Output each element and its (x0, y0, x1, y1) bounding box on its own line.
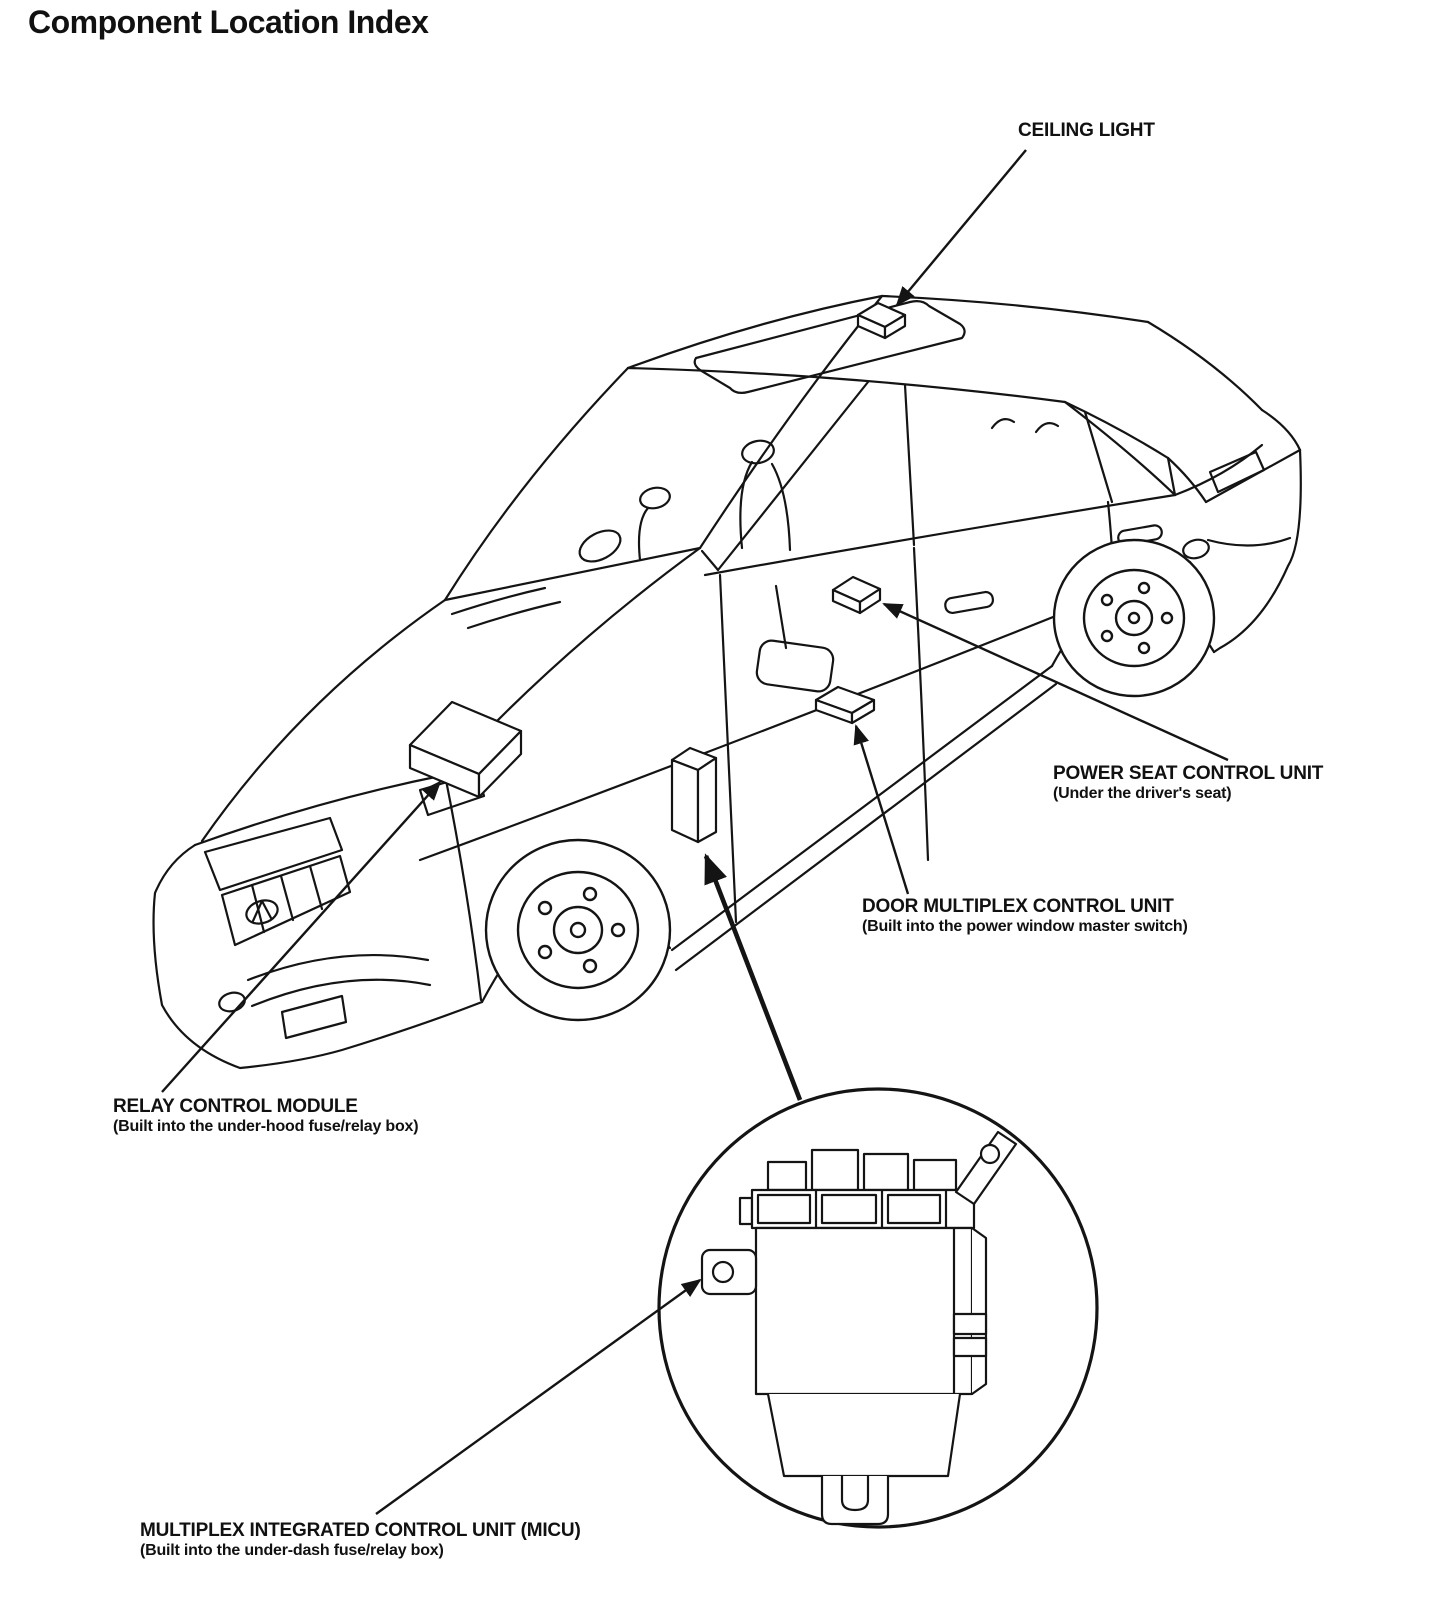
label-power-seat-control-unit (1053, 763, 1323, 803)
leader-micu-label (376, 1280, 700, 1514)
rear-glass-far-edge (1148, 322, 1262, 410)
label-power-seat-subtitle: (Under the driver's seat) (1053, 784, 1232, 802)
page-title: Component Location Index (28, 4, 429, 40)
rear-wheel (1054, 540, 1214, 696)
component-markers (410, 303, 905, 842)
headlight-near (205, 818, 342, 890)
rear-glass-near-edge (1065, 402, 1168, 458)
b-pillar (905, 385, 914, 545)
belt-to-trunk (1175, 445, 1262, 495)
inset-detail (659, 1089, 1097, 1527)
leader-inset-to-car (706, 856, 800, 1100)
label-ceiling-light-title: CEILING LIGHT (1018, 120, 1155, 141)
label-micu-subtitle: (Built into the under-dash fuse/relay box) (140, 1541, 444, 1559)
roof-rail-far (882, 296, 1148, 322)
grille-slat (281, 876, 293, 920)
label-power-seat-title: POWER SEAT CONTROL UNIT (1053, 763, 1324, 784)
quarter-window-divider (1085, 412, 1112, 502)
mirror-strut (776, 586, 786, 648)
label-door-multiplex-control-unit (862, 896, 1188, 936)
rear-headrest (1036, 423, 1058, 432)
front-wheel (486, 840, 670, 1020)
hood-front-edge (195, 775, 445, 845)
steering-wheel (574, 524, 625, 568)
door-handle-front (944, 591, 994, 614)
leader-relay-module (162, 782, 440, 1092)
leader-door-multiplex (856, 726, 908, 894)
driver-seatback (772, 464, 790, 550)
door-multiplex-control-unit-marker (816, 687, 874, 723)
passenger-seat (639, 508, 648, 560)
label-ceiling-light (1018, 120, 1155, 142)
windshield-top (628, 296, 882, 368)
roof-rail-near (628, 368, 1065, 402)
license-plate (282, 996, 346, 1038)
label-micu-title: MULTIPLEX INTEGRATED CONTROL UNIT (MICU) (140, 1520, 581, 1541)
ceiling-light-marker (858, 303, 905, 338)
wiper-line (468, 602, 560, 628)
front-far-corner (445, 775, 481, 1000)
under-dash-fuse-box-marker (672, 748, 716, 842)
leader-ceiling-light (897, 150, 1026, 305)
power-seat-control-unit-marker (833, 577, 880, 613)
front-door-seam (720, 575, 736, 922)
grille-slat (310, 866, 322, 909)
glass-corner-join (702, 551, 718, 570)
label-relay-module-subtitle: (Built into the under-hood fuse/relay box) (113, 1117, 419, 1135)
bumper-intake-bottom (252, 980, 430, 1006)
front-fascia-outline (154, 845, 482, 1068)
side-mirror (755, 639, 834, 693)
cowl-line (445, 548, 700, 600)
rear-face (1214, 450, 1301, 652)
label-door-multiplex-subtitle: (Built into the power window master switch) (862, 917, 1188, 935)
rear-headrest (992, 419, 1014, 428)
trunk-far-edge (1262, 410, 1300, 450)
rear-bumper-crease (1208, 538, 1290, 546)
label-relay-control-module (113, 1096, 418, 1136)
label-door-multiplex-title: DOOR MULTIPLEX CONTROL UNIT (862, 896, 1174, 917)
label-relay-module-title: RELAY CONTROL MODULE (113, 1096, 358, 1117)
a-pillar-near (445, 368, 628, 600)
c-pillar (1065, 402, 1175, 495)
relay-control-module-marker (410, 702, 521, 797)
brand-emblem-caret (253, 901, 271, 921)
mid-door-seam (914, 548, 928, 860)
label-micu (140, 1520, 581, 1560)
passenger-headrest (638, 485, 672, 511)
